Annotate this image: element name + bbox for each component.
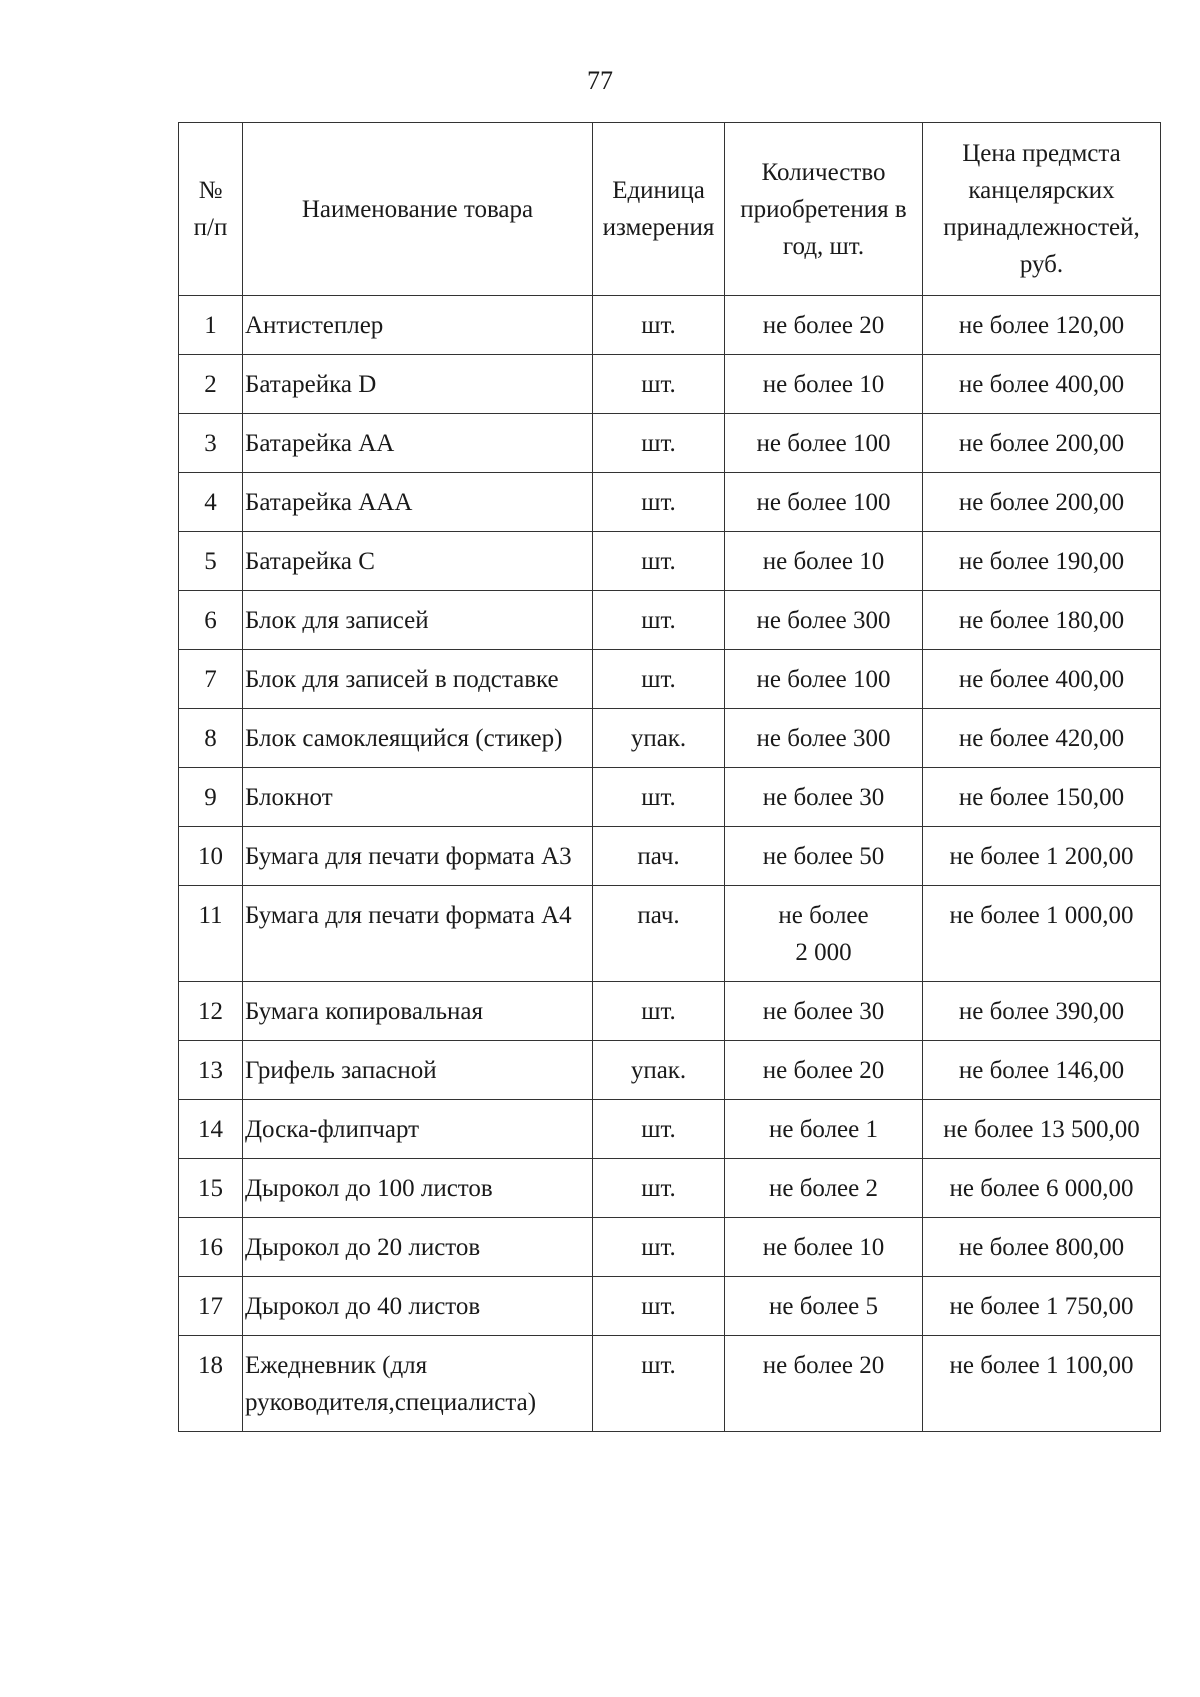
header-price-line: Цена предмста: [962, 140, 1121, 167]
row-number: 16: [179, 1218, 243, 1277]
item-quantity-line: 2 000: [795, 939, 852, 966]
item-unit: шт.: [593, 532, 725, 591]
item-quantity: [725, 886, 923, 982]
item-price: не более 13 500,00: [923, 1100, 1161, 1159]
item-quantity: [725, 1336, 923, 1432]
item-price: не более 120,00: [923, 296, 1161, 355]
item-quantity-line: не более 30: [762, 998, 885, 1025]
item-quantity: [725, 650, 923, 709]
item-name: Дырокол до 40 листов: [243, 1277, 593, 1336]
item-name: Бумага для печати формата А3: [243, 827, 593, 886]
table-row: [179, 1218, 1161, 1277]
row-number: 6: [179, 591, 243, 650]
table-row: [179, 982, 1161, 1041]
row-number: 12: [179, 982, 243, 1041]
item-price: не более 200,00: [923, 473, 1161, 532]
page-number: 77: [587, 66, 613, 95]
item-price: не более 1 100,00: [923, 1336, 1161, 1432]
item-unit: шт.: [593, 1336, 725, 1432]
item-quantity-line: не более 2: [768, 1175, 879, 1202]
item-unit: пач.: [593, 886, 725, 982]
item-quantity-line: не более 300: [756, 607, 891, 634]
header-num-line: №: [198, 177, 223, 204]
item-price: не более 390,00: [923, 982, 1161, 1041]
row-number: 3: [179, 414, 243, 473]
item-name: Батарейка АА: [243, 414, 593, 473]
item-quantity-line: не более 30: [762, 784, 885, 811]
table-row: [179, 1159, 1161, 1218]
row-number: 1: [179, 296, 243, 355]
item-quantity: [725, 709, 923, 768]
item-name: Бумага копировальная: [243, 982, 593, 1041]
item-quantity: [725, 1159, 923, 1218]
table-row: [179, 1041, 1161, 1100]
header-unit-line: измерения: [602, 214, 715, 241]
table-row: [179, 1277, 1161, 1336]
item-price: не более 180,00: [923, 591, 1161, 650]
item-quantity-line: не более: [778, 902, 869, 929]
table-row: [179, 768, 1161, 827]
item-unit: шт.: [593, 768, 725, 827]
item-quantity-line: не более 20: [762, 312, 885, 339]
item-quantity-line: не более 100: [756, 666, 891, 693]
item-unit: упак.: [593, 1041, 725, 1100]
header-qty-line: год, шт.: [782, 232, 865, 260]
row-number: 11: [179, 886, 243, 982]
item-quantity-line: не более 20: [762, 1352, 885, 1379]
row-number: 10: [179, 827, 243, 886]
header-price-line: руб.: [1019, 251, 1064, 278]
item-name: Доска-флипчарт: [243, 1100, 593, 1159]
item-unit: шт.: [593, 591, 725, 650]
table-row: [179, 414, 1161, 473]
item-quantity-line: не более 10: [762, 1234, 885, 1261]
table-row: [179, 355, 1161, 414]
item-name: Грифель запасной: [243, 1041, 593, 1100]
item-quantity-line: не более 300: [756, 725, 891, 752]
row-number: 9: [179, 768, 243, 827]
item-unit: шт.: [593, 1100, 725, 1159]
item-name: Блок для записей в подставке: [243, 650, 593, 709]
header-num-line: п/п: [193, 214, 228, 241]
table-row: [179, 709, 1161, 768]
item-quantity-line: не более 50: [762, 843, 885, 870]
item-name: Блок самоклеящийся (стикер): [243, 709, 593, 768]
header-qty: [725, 123, 923, 296]
item-price: не более 146,00: [923, 1041, 1161, 1100]
item-unit: шт.: [593, 1277, 725, 1336]
item-name: Ежедневник (для руководителя,специалиста): [243, 1336, 593, 1432]
item-unit: шт.: [593, 1159, 725, 1218]
header-price-line: канцелярских: [968, 177, 1115, 204]
table-body: [179, 296, 1161, 1432]
item-quantity: [725, 296, 923, 355]
stationery-table: [178, 122, 1161, 1432]
item-quantity-line: не более 100: [756, 430, 891, 457]
header-name: Наименование товара: [243, 123, 593, 296]
item-unit: пач.: [593, 827, 725, 886]
item-price: не более 150,00: [923, 768, 1161, 827]
item-quantity: [725, 473, 923, 532]
item-price: не более 190,00: [923, 532, 1161, 591]
item-unit: шт.: [593, 355, 725, 414]
table-row: [179, 1100, 1161, 1159]
table-row: [179, 886, 1161, 982]
item-quantity: [725, 1041, 923, 1100]
item-price: не более 800,00: [923, 1218, 1161, 1277]
table-header: [179, 123, 1161, 296]
item-unit: шт.: [593, 414, 725, 473]
item-quantity-line: не более 20: [762, 1057, 885, 1084]
header-qty-line: приобретения в: [740, 195, 907, 223]
header-unit: [593, 123, 725, 296]
header-row: [179, 123, 1161, 296]
row-number: 7: [179, 650, 243, 709]
item-quantity: [725, 532, 923, 591]
row-number: 5: [179, 532, 243, 591]
item-quantity: [725, 355, 923, 414]
item-quantity-line: не более 10: [762, 371, 885, 398]
item-quantity-line: не более 5: [768, 1293, 879, 1320]
row-number: 17: [179, 1277, 243, 1336]
item-quantity: [725, 591, 923, 650]
item-price: не более 420,00: [923, 709, 1161, 768]
item-unit: шт.: [593, 982, 725, 1041]
item-price: не более 400,00: [923, 355, 1161, 414]
row-number: 15: [179, 1159, 243, 1218]
row-number: 18: [179, 1336, 243, 1432]
table-row: [179, 473, 1161, 532]
item-name: Антистеплер: [243, 296, 593, 355]
table-row: [179, 591, 1161, 650]
row-number: 14: [179, 1100, 243, 1159]
table-row: [179, 1336, 1161, 1432]
item-unit: шт.: [593, 296, 725, 355]
item-unit: шт.: [593, 473, 725, 532]
item-unit: шт.: [593, 1218, 725, 1277]
item-quantity: [725, 982, 923, 1041]
item-unit: упак.: [593, 709, 725, 768]
item-quantity-line: не более 1: [768, 1116, 879, 1143]
item-price: не более 1 000,00: [923, 886, 1161, 982]
item-unit: шт.: [593, 650, 725, 709]
item-price: не более 1 200,00: [923, 827, 1161, 886]
item-name: Батарейка С: [243, 532, 593, 591]
item-quantity: [725, 827, 923, 886]
item-name: Дырокол до 100 листов: [243, 1159, 593, 1218]
item-quantity: [725, 1277, 923, 1336]
header-num: [179, 123, 243, 296]
table-row: [179, 827, 1161, 886]
row-number: 4: [179, 473, 243, 532]
item-name: Дырокол до 20 листов: [243, 1218, 593, 1277]
item-name: Блокнот: [243, 768, 593, 827]
row-number: 13: [179, 1041, 243, 1100]
table-row: [179, 650, 1161, 709]
item-name: Блок для записей: [243, 591, 593, 650]
item-name: Батарейка D: [243, 355, 593, 414]
header-qty-line: Количество: [761, 158, 886, 186]
item-price: не более 200,00: [923, 414, 1161, 473]
row-number: 2: [179, 355, 243, 414]
table-row: [179, 532, 1161, 591]
item-price: не более 6 000,00: [923, 1159, 1161, 1218]
item-price: не более 1 750,00: [923, 1277, 1161, 1336]
item-price: не более 400,00: [923, 650, 1161, 709]
header-price: [923, 123, 1161, 296]
item-name: Батарейка ААА: [243, 473, 593, 532]
item-quantity: [725, 1100, 923, 1159]
table-row: [179, 296, 1161, 355]
item-quantity: [725, 1218, 923, 1277]
item-name: Бумага для печати формата А4: [243, 886, 593, 982]
item-quantity-line: не более 10: [762, 548, 885, 575]
item-quantity: [725, 414, 923, 473]
header-unit-line: Единица: [612, 177, 705, 204]
item-quantity-line: не более 100: [756, 489, 891, 516]
item-quantity: [725, 768, 923, 827]
row-number: 8: [179, 709, 243, 768]
header-price-line: принадлежностей,: [943, 214, 1140, 241]
